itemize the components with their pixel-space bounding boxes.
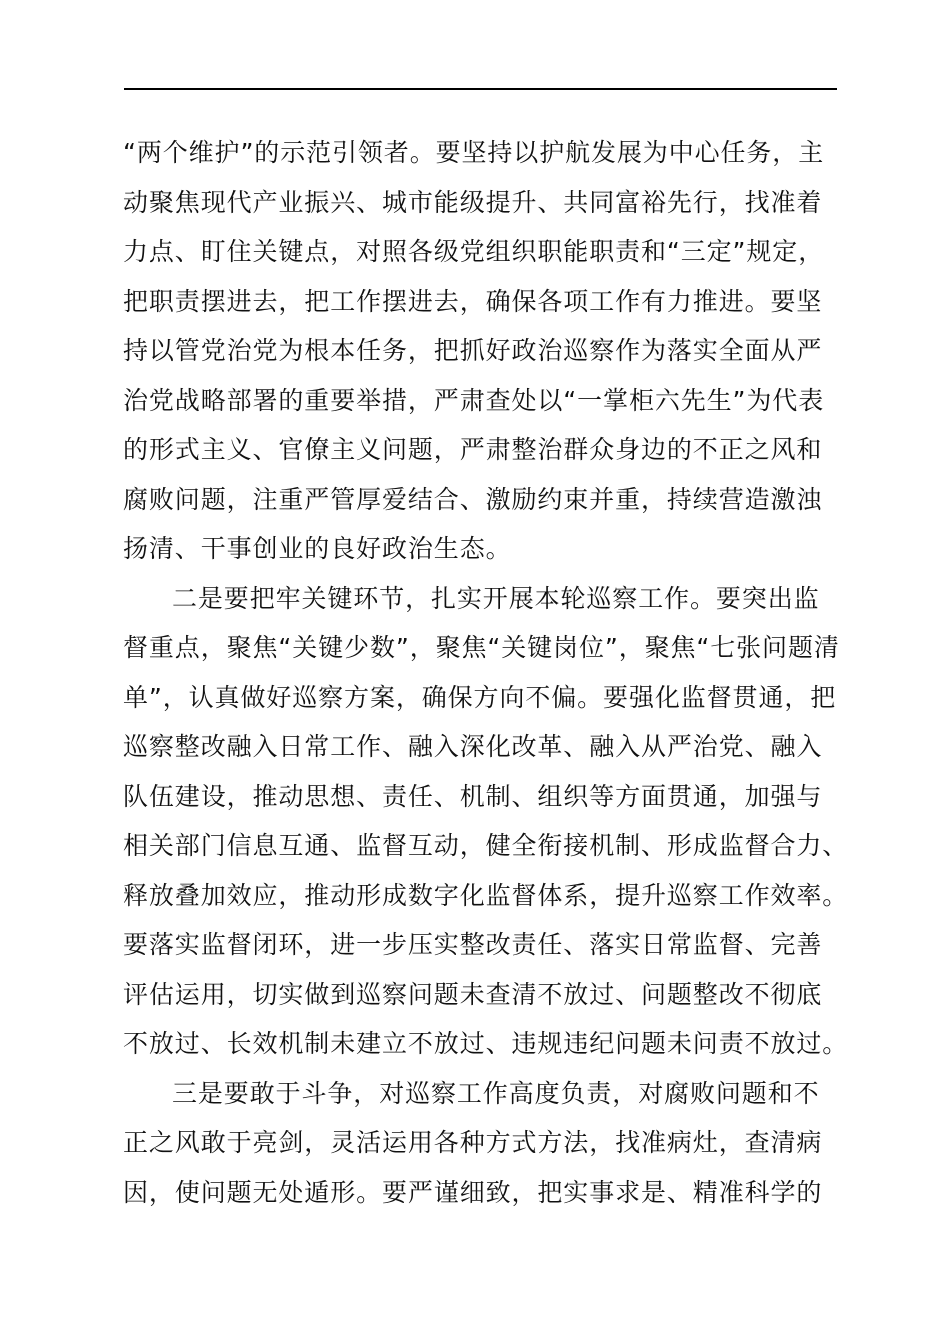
text-line: 单”，认真做好巡察方案，确保方向不偏。要强化监督贯通，把 xyxy=(123,682,837,712)
text-line: 治党战略部署的重要举措，严肃查处以“一掌柜六先生”为代表 xyxy=(123,385,825,415)
paragraph-3 xyxy=(123,1069,843,1218)
text-line: 把职责摆进去，把工作摆进去，确保各项工作有力推进。要坚 xyxy=(123,286,823,316)
header-rule xyxy=(124,88,837,90)
text-line: 督重点，聚焦“关键少数”，聚焦“关键岗位”，聚焦“七张问题清 xyxy=(123,633,840,662)
text-line-first: 三是要敢于斗争，对巡察工作高度负责，对腐败问题和不 xyxy=(172,1078,820,1108)
text-line: 力点、盯住关键点，对照各级党组织职能职责和“三定”规定， xyxy=(123,237,825,266)
text-line: 释放叠加效应，推动形成数字化监督体系，提升巡察工作效率。 xyxy=(123,880,849,910)
text-line: 正之风敢于亮剑，灵活运用各种方式方法，找准病灶，查清病 xyxy=(123,1128,823,1157)
text-line: 巡察整改融入日常工作、融入深化改革、融入从严治党、融入 xyxy=(123,732,823,761)
text-line: 要落实监督闭环，进一步压实整改责任、落实日常监督、完善 xyxy=(123,930,823,959)
text-line: 不放过、长效机制未建立不放过、违规违纪问题未问责不放过。 xyxy=(123,1029,849,1058)
document-body xyxy=(123,128,849,1217)
text-line: 队伍建设，推动思想、责任、机制、组织等方面贯通，加强与 xyxy=(123,781,823,811)
text-line: 动聚焦现代产业振兴、城市能级提升、共同富裕先行，找准着 xyxy=(123,187,823,217)
text-line: 腐败问题，注重严管厚爱结合、激励约束并重，持续营造激浊 xyxy=(123,484,823,514)
text-line: 扬清、干事创业的良好政治生态。 xyxy=(123,534,512,563)
text-line: 因，使问题无处遁形。要严谨细致，把实事求是、精准科学的 xyxy=(123,1177,823,1207)
text-line: 评估运用，切实做到巡察问题未查清不放过、问题整改不彻底 xyxy=(123,979,823,1009)
text-line-first: 二是要把牢关键环节，扎实开展本轮巡察工作。要突出监 xyxy=(172,583,820,613)
paragraph-2 xyxy=(123,574,849,1069)
text-line: “两个维护”的示范引领者。要坚持以护航发展为中心任务，主 xyxy=(123,138,825,167)
paragraph-1 xyxy=(123,128,843,574)
text-line: 持以管党治党为根本任务，把抓好政治巡察作为落实全面从严 xyxy=(123,336,823,365)
text-line: 的形式主义、官僚主义问题，严肃整治群众身边的不正之风和 xyxy=(123,435,823,464)
text-line: 相关部门信息互通、监督互动，健全衔接机制、形成监督合力、 xyxy=(123,831,849,860)
